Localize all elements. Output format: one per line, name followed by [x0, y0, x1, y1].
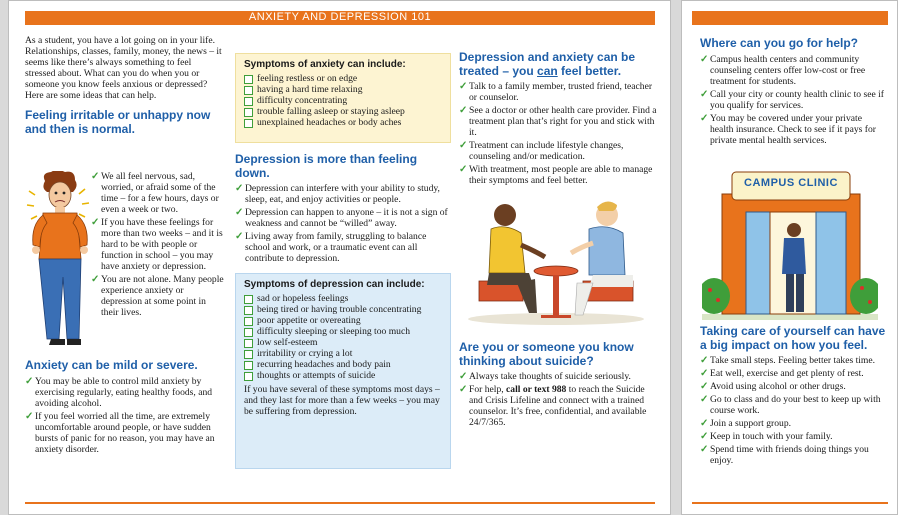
anxiety-symptoms-title: Symptoms of anxiety can include: — [244, 59, 406, 70]
depression-symptom: thoughts or attempts of suicide — [244, 370, 444, 381]
main-brochure-panel — [8, 0, 671, 515]
suicide-section — [459, 341, 659, 429]
anxiety-symptom: difficulty concentrating — [244, 95, 444, 106]
side-bottom-rule — [692, 502, 888, 504]
irritable-item: ✓ We all feel nervous, sad, worried, or afraid some of the time – for a few hours, days or even a week or two. — [91, 171, 225, 215]
treated-heading-start: Depression and anxiety can be treated – you — [459, 50, 636, 78]
depression-feeling-heading: Depression is more than feeling down. — [235, 152, 418, 180]
depression-feeling-section — [235, 153, 451, 265]
suicide-item: ✓ Always take thoughts of suicide seriously. — [459, 371, 659, 382]
suicide-item — [459, 384, 659, 428]
mild-section — [25, 359, 225, 456]
care-item: ✓ Eat well, exercise and get plenty of rest. — [700, 368, 886, 379]
care-item: ✓ Keep in touch with your family. — [700, 431, 886, 442]
irritable-list — [91, 171, 225, 319]
mild-item: ✓ If you feel worried all the time, are extremely uncomfortable around people, or have sudden bursts of panic for no reason, you may have an anxiety disorder. — [25, 411, 225, 455]
anxiety-symptoms-box — [235, 53, 451, 143]
side-brochure-panel — [681, 0, 898, 515]
care-item: ✓ Go to class and do your best to keep up with course work. — [700, 394, 886, 416]
help-section — [700, 37, 886, 147]
depression-symptom: low self-esteem — [244, 337, 444, 348]
treated-item: ✓ See a doctor or other health care provider. Find a treatment plan that’s right for you and stick with it. — [459, 105, 659, 138]
column-1 — [25, 35, 223, 139]
depression-symptom: recurring headaches and body pain — [244, 359, 444, 370]
side-banner — [692, 11, 888, 25]
depression-feeling-item: ✓ Living away from family, struggling to balance school and work, or a traumatic event can all contribute to depression. — [235, 231, 451, 264]
care-item: ✓ Spend time with friends doing things you enjoy. — [700, 444, 886, 466]
mild-item: ✓ You may be able to control mild anxiety by exercising regularly, eating healthy foods, and avoiding alcohol. — [25, 376, 225, 409]
treated-item: ✓ With treatment, most people are able to manage their symptoms and feel better. — [459, 164, 659, 186]
intro-paragraph: As a student, you have a lot going on in your life. Relationships, classes, family, money, the news – it seems like there’s always something to feel stressed about. What can you do when you or someone you know feels anxious or depressed? Here are some ideas that can help. — [25, 35, 222, 101]
clinic-sign-text: CAMPUS CLINIC — [744, 177, 838, 189]
care-section — [700, 325, 886, 467]
mild-heading: Anxiety can be mild or severe. — [25, 358, 198, 372]
depression-symptom: being tired or having trouble concentrating — [244, 304, 444, 315]
depression-symptom: difficulty sleeping or sleeping too much — [244, 326, 444, 337]
care-heading: Taking care of yourself can have a big impact on how you feel. — [700, 324, 886, 352]
counseling-conversation-illustration — [461, 197, 651, 327]
treated-item: ✓ Talk to a family member, trusted friend, teacher or counselor. — [459, 81, 659, 103]
depression-symptoms-title: Symptoms of depression can include: — [244, 279, 425, 290]
treated-heading-end: feel better. — [557, 63, 622, 78]
help-item: ✓ You may be covered under your private health insurance. Check to see if it pays for private mental health services. — [700, 113, 886, 146]
crisis-line-number: call or text 988 — [506, 384, 567, 395]
suicide-heading: Are you or someone you know thinking about suicide? — [459, 340, 634, 368]
irritable-item: ✓ You are not alone. Many people experience anxiety or depression at some point in their lives. — [91, 274, 225, 318]
treated-heading — [459, 51, 659, 78]
depression-symptom: poor appetite or overeating — [244, 315, 444, 326]
bottom-rule — [25, 502, 655, 504]
stressed-student-illustration — [23, 171, 99, 359]
treated-section — [459, 51, 659, 187]
depression-symptom: irritability or crying a lot — [244, 348, 444, 359]
irritable-item: ✓ If you have these feelings for more than two weeks – and it is hard to be with people or function in school – you may have anxiety or depression. — [91, 217, 225, 272]
anxiety-symptom: feeling restless or on edge — [244, 73, 444, 84]
anxiety-symptom: unexplained headaches or body aches — [244, 117, 444, 128]
irritable-heading: Feeling irritable or unhappy now and then is normal. — [25, 108, 211, 136]
depression-feeling-item: ✓ Depression can interfere with your ability to study, sleep, eat, and enjoy activities or people. — [235, 183, 451, 205]
care-item: ✓ Avoid using alcohol or other drugs. — [700, 381, 886, 392]
care-item: ✓ Take small steps. Feeling better takes time. — [700, 355, 886, 366]
treated-heading-underlined: can — [537, 63, 558, 78]
anxiety-symptom: having a hard time relaxing — [244, 84, 444, 95]
depression-feeling-item: ✓ Depression can happen to anyone – it is not a sign of weakness and cannot be “willed” away. — [235, 207, 451, 229]
suicide-item-text: For help, — [469, 384, 507, 395]
help-item: ✓ Call your city or county health clinic to see if you qualify for services. — [700, 89, 886, 111]
suicide-item-text: to reach the Suicide and Crisis Lifeline and connect with a trained counselor. It’s free, confidential, and available 24/7/365. — [469, 384, 647, 428]
care-item: ✓ Join a support group. — [700, 418, 886, 429]
help-item: ✓ Campus health centers and community counseling centers offer low-cost or free treatment for students. — [700, 54, 886, 87]
depression-symptom: sad or hopeless feelings — [244, 293, 444, 304]
depression-symptoms-footer: If you have several of these symptoms most days – and they last for more than a few weeks – you may be suffering from depression. — [244, 384, 440, 417]
depression-symptoms-box — [235, 273, 451, 469]
help-heading: Where can you go for help? — [700, 36, 859, 50]
anxiety-symptom: trouble falling asleep or staying asleep — [244, 106, 444, 117]
treated-item: ✓ Treatment can include lifestyle changes, counseling and/or medication. — [459, 140, 659, 162]
main-title-banner: ANXIETY AND DEPRESSION 101 — [25, 11, 655, 25]
